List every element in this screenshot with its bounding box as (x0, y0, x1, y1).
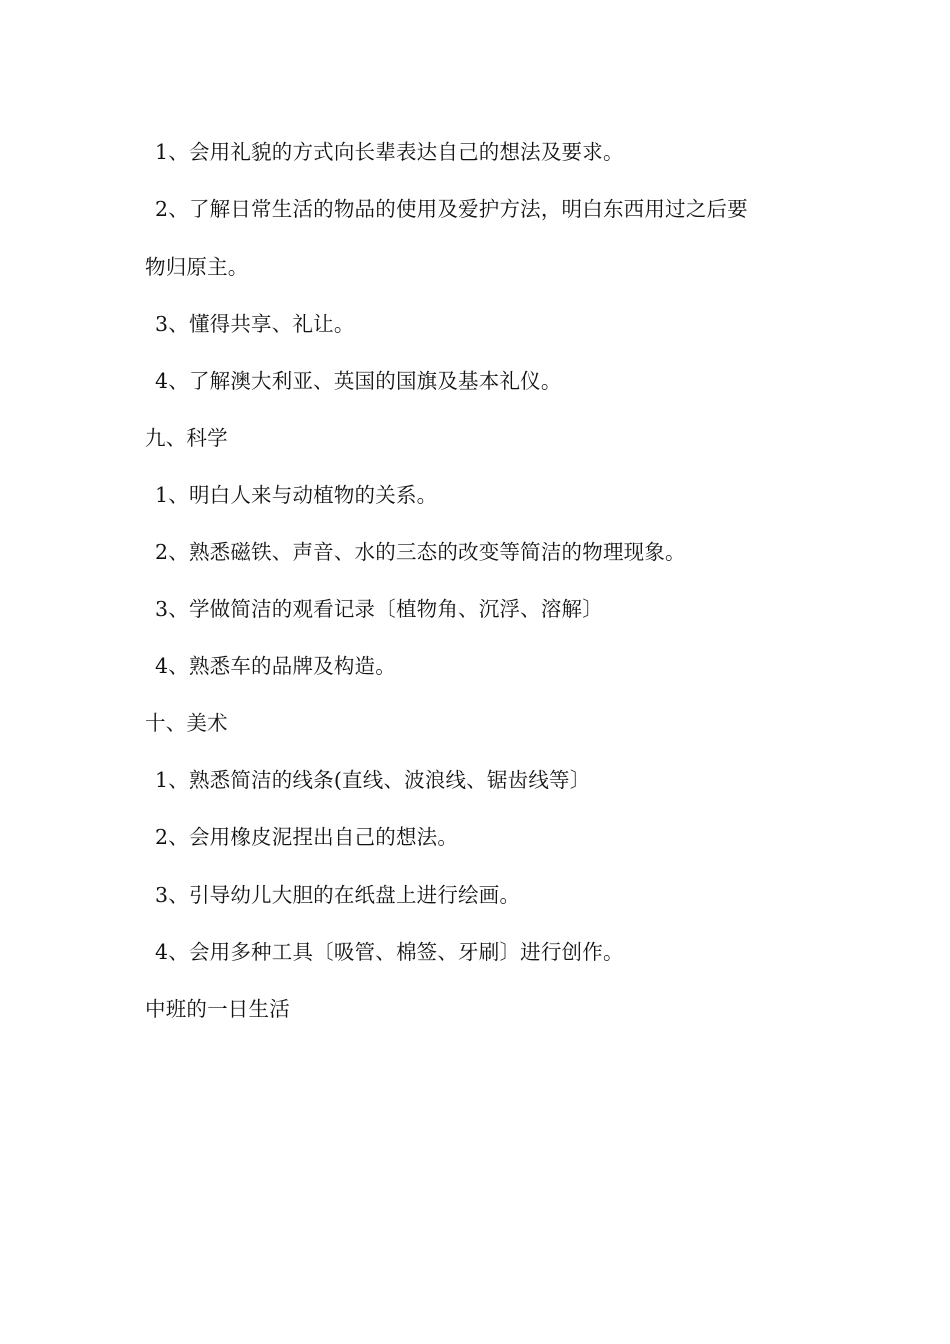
list-item: 1、会用礼貌的方式向长辈表达自己的想法及要求。 (155, 140, 624, 164)
section-heading-daily-life: 中班的一日生活 (145, 997, 290, 1021)
list-item: 1、熟悉简洁的线条(直线、波浪线、锯齿线等〕 (155, 768, 591, 792)
list-item: 3、学做简洁的观看记录〔植物角、沉浮、溶解〕 (155, 597, 603, 621)
list-item: 2、熟悉磁铁、声音、水的三态的改变等简洁的物理现象。 (155, 540, 686, 564)
list-item: 3、引导幼儿大胆的在纸盘上进行绘画。 (155, 883, 521, 907)
list-item: 3、懂得共享、礼让。 (155, 312, 355, 336)
section-heading-art: 十、美术 (145, 711, 228, 735)
list-item-continuation: 物归原主。 (145, 255, 249, 279)
section-heading-science: 九、科学 (145, 426, 228, 450)
list-item: 2、会用橡皮泥捏出自己的想法。 (155, 825, 459, 849)
list-item: 4、了解澳大利亚、英国的国旗及基本礼仪。 (155, 369, 562, 393)
list-item: 1、明白人来与动植物的关系。 (155, 483, 438, 507)
list-item: 4、熟悉车的品牌及构造。 (155, 654, 396, 678)
list-item: 2、了解日常生活的物品的使用及爱护方法，明白东西用过之后要 (155, 197, 748, 221)
list-item: 4、会用多种工具〔吸管、棉签、牙刷〕进行创作。 (155, 940, 624, 964)
